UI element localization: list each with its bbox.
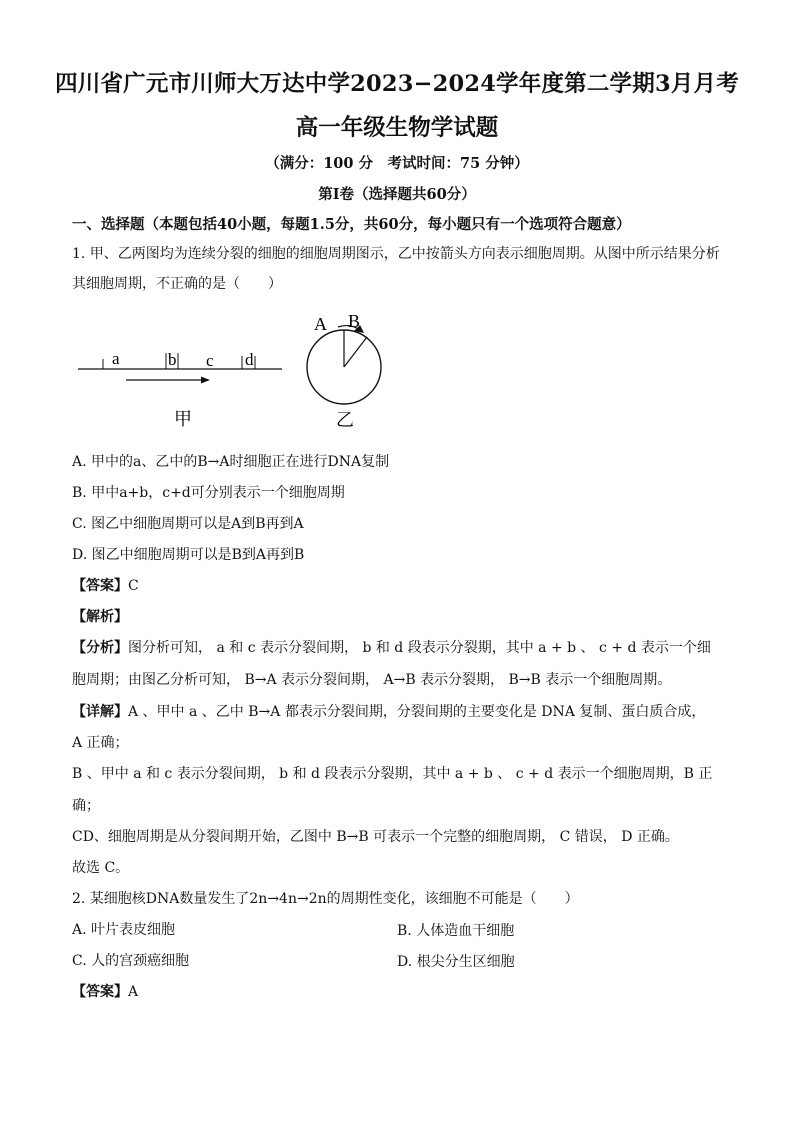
xiangjie-text1: A 、甲中 a 、乙中 B→A 都表示分裂间期，分裂间期的主要变化是 DNA 复制、蛋白质合成， bbox=[128, 704, 706, 720]
exam-info: （满分：100 分 考试时间：75 分钟） bbox=[265, 155, 529, 172]
q1-fenxi-line1 bbox=[72, 638, 722, 658]
q2-answer bbox=[72, 982, 722, 1002]
volume-heading: 第Ⅰ卷（选择题共60分） bbox=[318, 186, 476, 203]
q1-stem-line1: 1. 甲、乙两图均为连续分裂的细胞的细胞周期图示，乙中按箭头方向表示细胞周期。从图中所示结果分析 bbox=[72, 246, 720, 262]
yi-label-a: A bbox=[314, 314, 327, 334]
q2-option-d: D. 根尖分生区细胞 bbox=[397, 954, 515, 970]
exam-title-line1: 四川省广元市川师大万达中学2023−2024学年度第二学期3月月考 bbox=[55, 71, 739, 97]
q1-option-a: A. 甲中的a、乙中的B→A时细胞正在进行DNA复制 bbox=[72, 454, 390, 470]
answer-value: C bbox=[128, 578, 139, 594]
analysis-tag: 【解析】 bbox=[72, 609, 128, 625]
q1-figure bbox=[70, 308, 400, 433]
q1-fenxi-line2: 胞周期；由图乙分析可知， B→A 表示分裂间期， A→B 表示分裂期， B→B 表示一个细胞周期。 bbox=[72, 672, 672, 688]
yi-label-b: B bbox=[348, 311, 361, 331]
q1-cd-line: CD、细胞周期是从分裂间期开始，乙图中 B→B 可表示一个完整的细胞周期， C 错误， D 正确。 bbox=[72, 829, 679, 845]
exam-title-line2: 高一年级生物学试题 bbox=[295, 115, 499, 141]
answer-tag: 【答案】 bbox=[72, 578, 128, 594]
q2-stem: 2. 某细胞核DNA数量发生了2n→4n→2n的周期性变化，该细胞不可能是（ ） bbox=[72, 891, 579, 907]
jia-label-d: d bbox=[245, 350, 254, 369]
q1-b-line1: B 、甲中 a 和 c 表示分裂间期， b 和 d 段表示分裂期，其中 a + b 、 c + d 表示一个细胞周期，B 正 bbox=[72, 766, 713, 782]
q1-stem-line2: 其细胞周期，不正确的是（ ） bbox=[72, 276, 282, 292]
fenxi-text1: 图分析可知， a 和 c 表示分裂间期， b 和 d 段表示分裂期，其中 a + b 、 c + d 表示一个细 bbox=[128, 640, 711, 656]
jia-arrow-head bbox=[201, 377, 210, 384]
q1-b-line2: 确； bbox=[72, 798, 100, 814]
q1-option-d: D. 图乙中细胞周期可以是B到A再到B bbox=[72, 547, 305, 563]
xiangjie-tag: 【详解】 bbox=[72, 704, 128, 720]
fenxi-tag: 【分析】 bbox=[72, 640, 128, 656]
section-heading: 一、选择题（本题包括40小题，每题1.5分，共60分，每小题只有一个选项符合题意） bbox=[72, 216, 631, 233]
jia-caption: 甲 bbox=[174, 409, 192, 429]
q2-answer-value: A bbox=[128, 984, 139, 1000]
jia-label-c: c bbox=[206, 351, 214, 370]
q1-option-c: C. 图乙中细胞周期可以是A到B再到A bbox=[72, 516, 304, 532]
q2-option-c: C. 人的宫颈癌细胞 bbox=[72, 953, 190, 969]
q2-answer-tag: 【答案】 bbox=[72, 984, 128, 1000]
q2-option-b: B. 人体造血干细胞 bbox=[397, 923, 515, 939]
q1-conclusion: 故选 C。 bbox=[72, 860, 130, 876]
q2-option-a: A. 叶片表皮细胞 bbox=[72, 922, 176, 938]
q1-answer bbox=[72, 576, 722, 596]
yi-caption: 乙 bbox=[336, 410, 354, 430]
yi-radius-b bbox=[344, 337, 367, 367]
q1-xiangjie-line1 bbox=[72, 702, 722, 722]
jia-label-b: b bbox=[168, 350, 177, 369]
q1-xiangjie-line2: A 正确； bbox=[72, 735, 129, 751]
q1-option-b: B. 甲中a+b，c+d可分别表示一个细胞周期 bbox=[72, 485, 345, 501]
jia-label-a: a bbox=[112, 349, 120, 368]
q1-analysis-tag bbox=[72, 607, 722, 627]
